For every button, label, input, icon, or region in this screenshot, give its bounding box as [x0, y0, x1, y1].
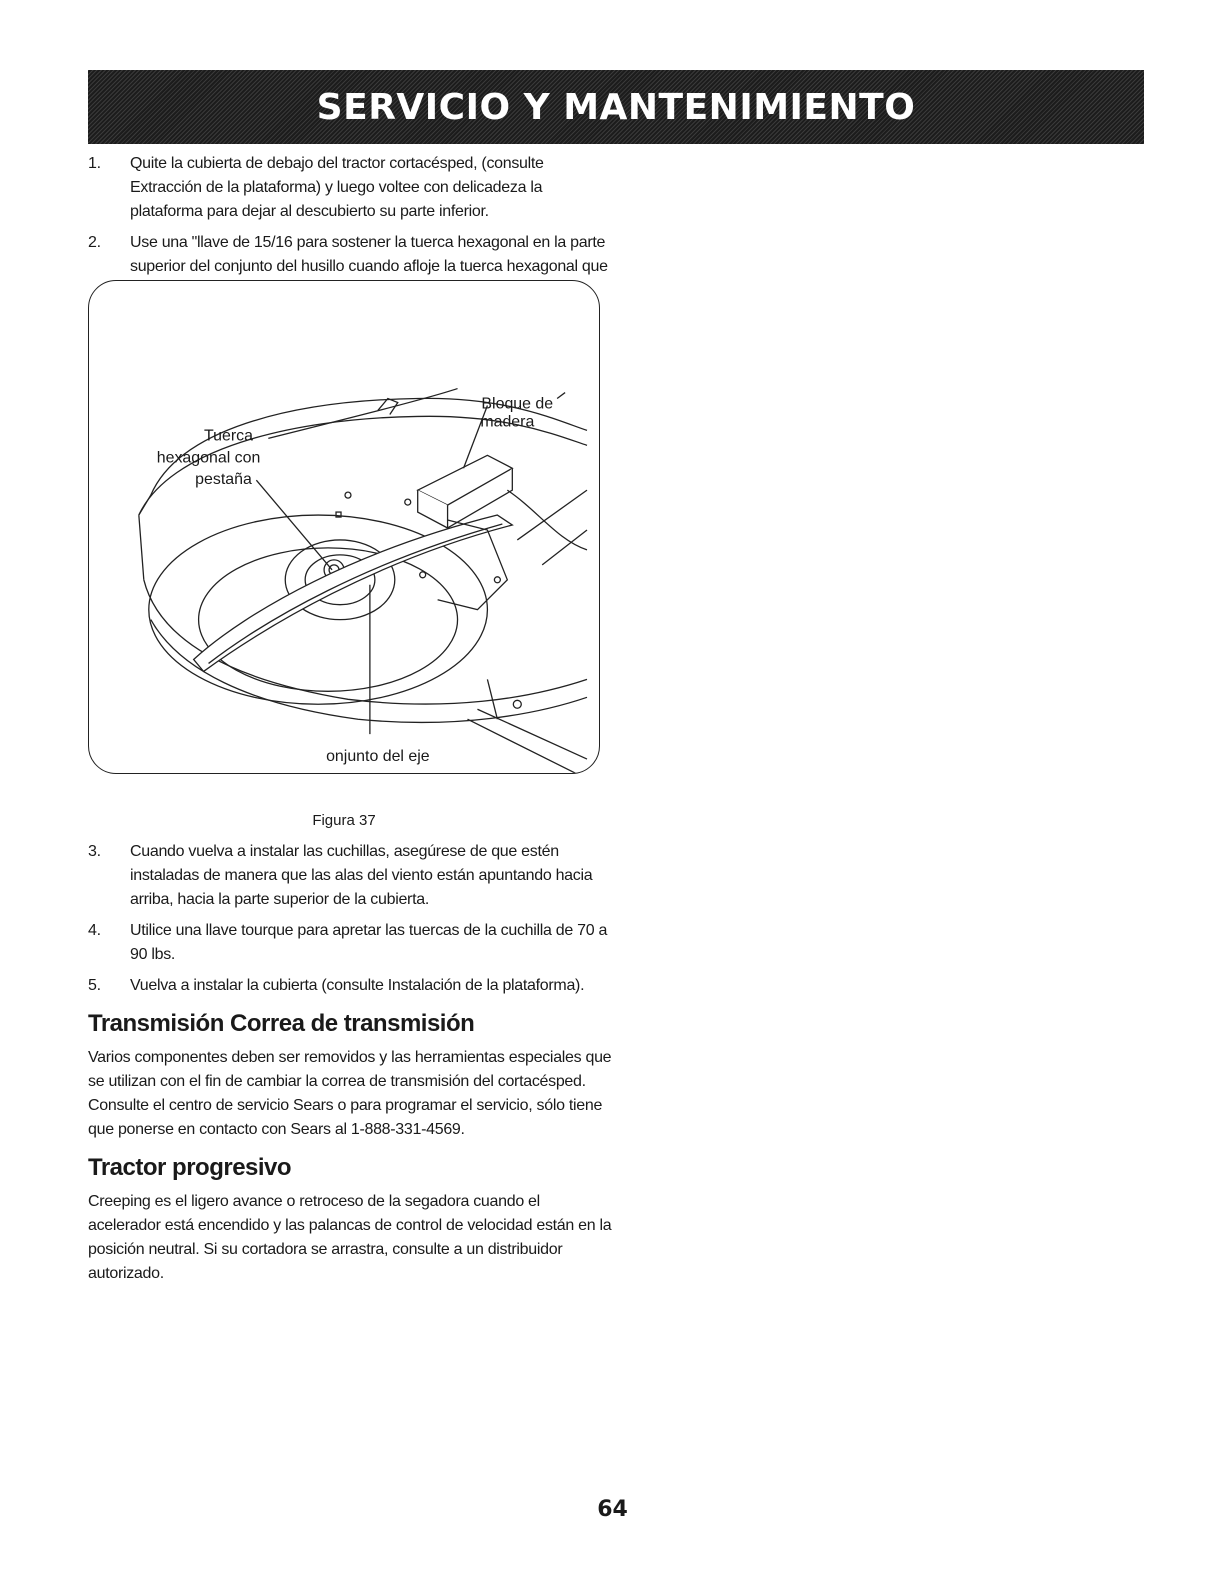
section-text-creeping: Creeping es el ligero avance o retroceso de la segadora cuando el acelerador está encendido y las palancas de control de velocidad están en la posición neutral. Si su cortadora se arrastra, consulte a un distribuidor autorizado.	[88, 1193, 612, 1282]
label-spindle: onjunto del eje	[326, 748, 430, 766]
list-item	[88, 840, 613, 912]
page-number: 64	[597, 1497, 628, 1522]
section-text-transmission: Varios componentes deben ser removidos y las herramientas especiales que se utilizan con el fin de cambiar la correa de transmisión del cortacésped. Consulte el centro de servicio Sears o para programar el servicio, sólo tiene que ponerse en contacto con Sears al 1-888-331-4569.	[88, 1049, 612, 1138]
step-text: Utilice una llave tourque para apretar las tuercas de la cuchilla de 70 a 90 lbs.	[130, 922, 608, 963]
step-number: 1.	[88, 155, 101, 172]
banner-title: SERVICIO Y MANTENIMIENTO	[316, 86, 916, 128]
step-text: Vuelva a instalar la cubierta (consulte Instalación de la plataforma).	[130, 977, 585, 994]
label-nut-line3: pestaña	[195, 471, 252, 489]
label-block-line2: madera	[480, 413, 535, 431]
section-banner	[88, 70, 1144, 144]
list-item	[88, 974, 613, 998]
list-item	[88, 919, 613, 967]
deck-illustration	[89, 281, 599, 773]
figure-caption: Figura 37	[312, 812, 376, 829]
section-title-transmission: Transmisión Correa de transmisión	[88, 1010, 475, 1037]
step-number: 5.	[88, 977, 101, 994]
list-item	[88, 152, 608, 224]
label-nut-line2: hexagonal con	[156, 449, 261, 467]
figure-37	[88, 280, 600, 774]
step-number: 3.	[88, 843, 101, 860]
instructions-bottom	[88, 840, 613, 1286]
section-title-creeping: Tractor progresivo	[88, 1154, 292, 1181]
step-text: Quite la cubierta de debajo del tractor cortacésped, (consulte Extracción de la plataforma) y luego voltee con delicadeza la plataforma para dejar al descubierto su parte inferior.	[130, 155, 544, 220]
label-nut-line1: Tuerca	[203, 427, 253, 445]
label-block-line1: Bloque de	[481, 395, 554, 413]
steps-list-bottom	[88, 840, 613, 998]
step-text: Use una "llave de 15/16 para sostener la tuerca hexagonal en la parte superior del conjunto del husillo cuando afloje la tuerca hexagonal que	[130, 234, 608, 275]
step-number: 2.	[88, 234, 101, 251]
step-number: 4.	[88, 922, 101, 939]
step-text: Cuando vuelva a instalar las cuchillas, asegúrese de que estén instaladas de manera que las alas del viento están apuntando hacia arriba, hacia la parte superior de la cubierta.	[130, 843, 593, 908]
